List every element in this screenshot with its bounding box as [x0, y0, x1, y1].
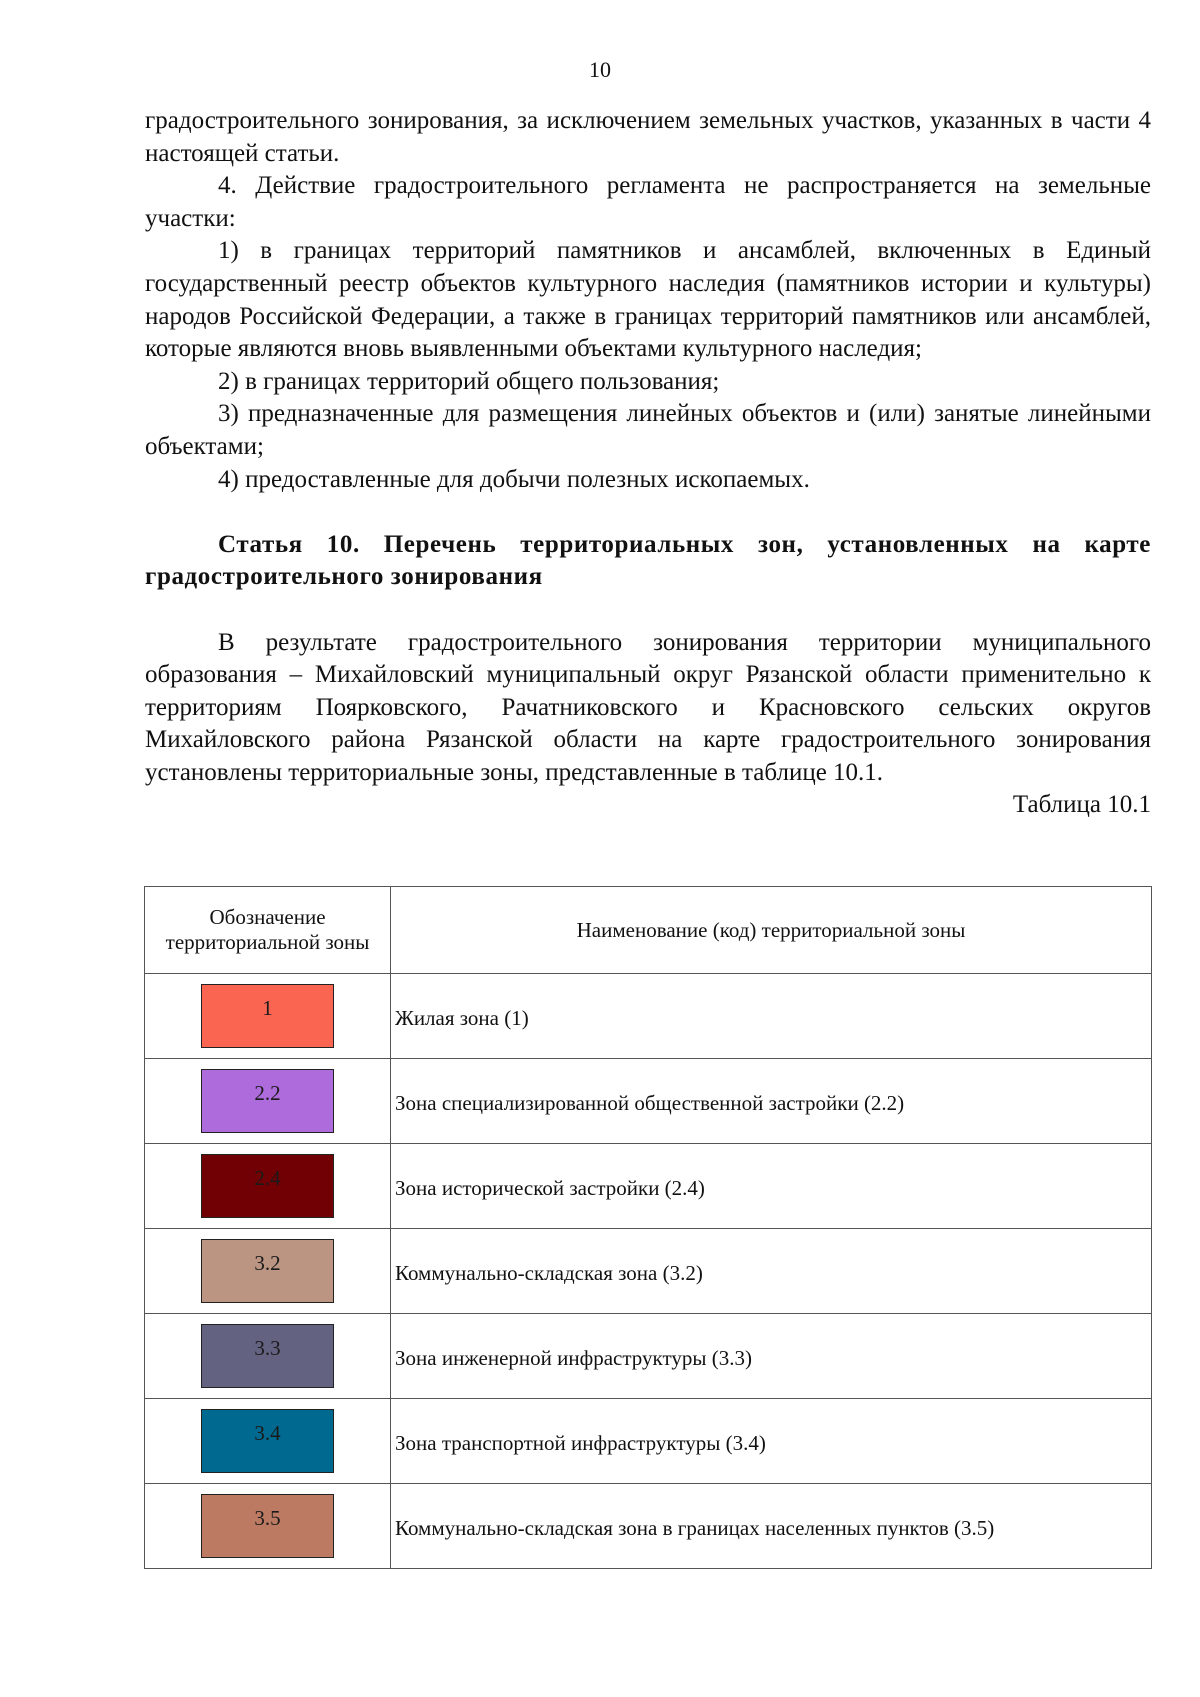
zone-code-cell: [145, 1484, 391, 1569]
table-header-row: [145, 887, 1152, 974]
page-number: 10: [589, 57, 611, 82]
table-row: [145, 1399, 1152, 1484]
zones-table-body: [145, 974, 1152, 1569]
table-row: [145, 1229, 1152, 1314]
zone-name-cell: Жилая зона (1): [391, 974, 1152, 1059]
table-row: [145, 974, 1152, 1059]
table-caption: Таблица 10.1: [1012, 791, 1151, 819]
zone-color-swatch: 2.2: [201, 1069, 334, 1133]
zone-code-cell: [145, 1229, 391, 1314]
article-intro: В результате градостроительного зонирования территории муниципального образования – Михайловский муниципальный округ Рязанской области применительно к территориям Поярковского, Рачатниковского и Красновского сельских округов Михайловского района Рязанской области на карте градостроительного зонирования установлены территориальные зоны, представленные в таблице 10.1.: [145, 628, 1151, 786]
table-row: [145, 1059, 1152, 1144]
zone-code-cell: [145, 974, 391, 1059]
article-title: Статья 10. Перечень территориальных зон, установленных на карте градостроительного зонирования: [145, 530, 1151, 591]
zone-code-cell: [145, 1399, 391, 1484]
list-item-4: 4) предоставленные для добычи полезных ископаемых.: [218, 465, 810, 493]
list-item-3: 3) предназначенные для размещения линейных объектов и (или) занятые линейными объектами;: [145, 400, 1151, 460]
zone-color-swatch: 2.4: [201, 1154, 334, 1218]
zone-name-cell: Зона транспортной инфраструктуры (3.4): [391, 1399, 1152, 1484]
zone-code-cell: [145, 1314, 391, 1399]
header-code: Обозначение территориальной зоны: [145, 887, 391, 974]
table-row: [145, 1144, 1152, 1229]
table-row: [145, 1314, 1152, 1399]
list-item-2: 2) в границах территорий общего пользования;: [218, 367, 720, 395]
document-body: [145, 105, 1151, 822]
zone-name-cell: Зона инженерной инфраструктуры (3.3): [391, 1314, 1152, 1399]
zone-color-swatch: 3.3: [201, 1324, 334, 1388]
zone-color-swatch: 3.4: [201, 1409, 334, 1473]
zone-name-cell: Зона исторической застройки (2.4): [391, 1144, 1152, 1229]
zone-code-cell: [145, 1059, 391, 1144]
zone-color-swatch: 1: [201, 984, 334, 1048]
zone-name-cell: Зона специализированной общественной застройки (2.2): [391, 1059, 1152, 1144]
header-name: Наименование (код) территориальной зоны: [391, 887, 1152, 974]
zone-code-cell: [145, 1144, 391, 1229]
zones-table: [144, 886, 1152, 1569]
zone-color-swatch: 3.2: [201, 1239, 334, 1303]
zone-name-cell: Коммунально-складская зона (3.2): [391, 1229, 1152, 1314]
zone-color-swatch: 3.5: [201, 1494, 334, 1558]
paragraph-continuation: градостроительного зонирования, за исключением земельных участков, указанных в части 4 настоящей статьи.: [145, 107, 1151, 167]
list-item-1: 1) в границах территорий памятников и ансамблей, включенных в Единый государственный реестр объектов культурного наследия (памятников истории и культуры) народов Российской Федерации, а также в границах территорий памятников или ансамблей, которые являются вновь выявленными объектами культурного наследия;: [145, 237, 1151, 363]
zone-name-cell: Коммунально-складская зона в границах населенных пунктов (3.5): [391, 1484, 1152, 1569]
paragraph-item-4: 4. Действие градостроительного регламента не распространяется на земельные участки:: [145, 172, 1151, 232]
table-row: [145, 1484, 1152, 1569]
